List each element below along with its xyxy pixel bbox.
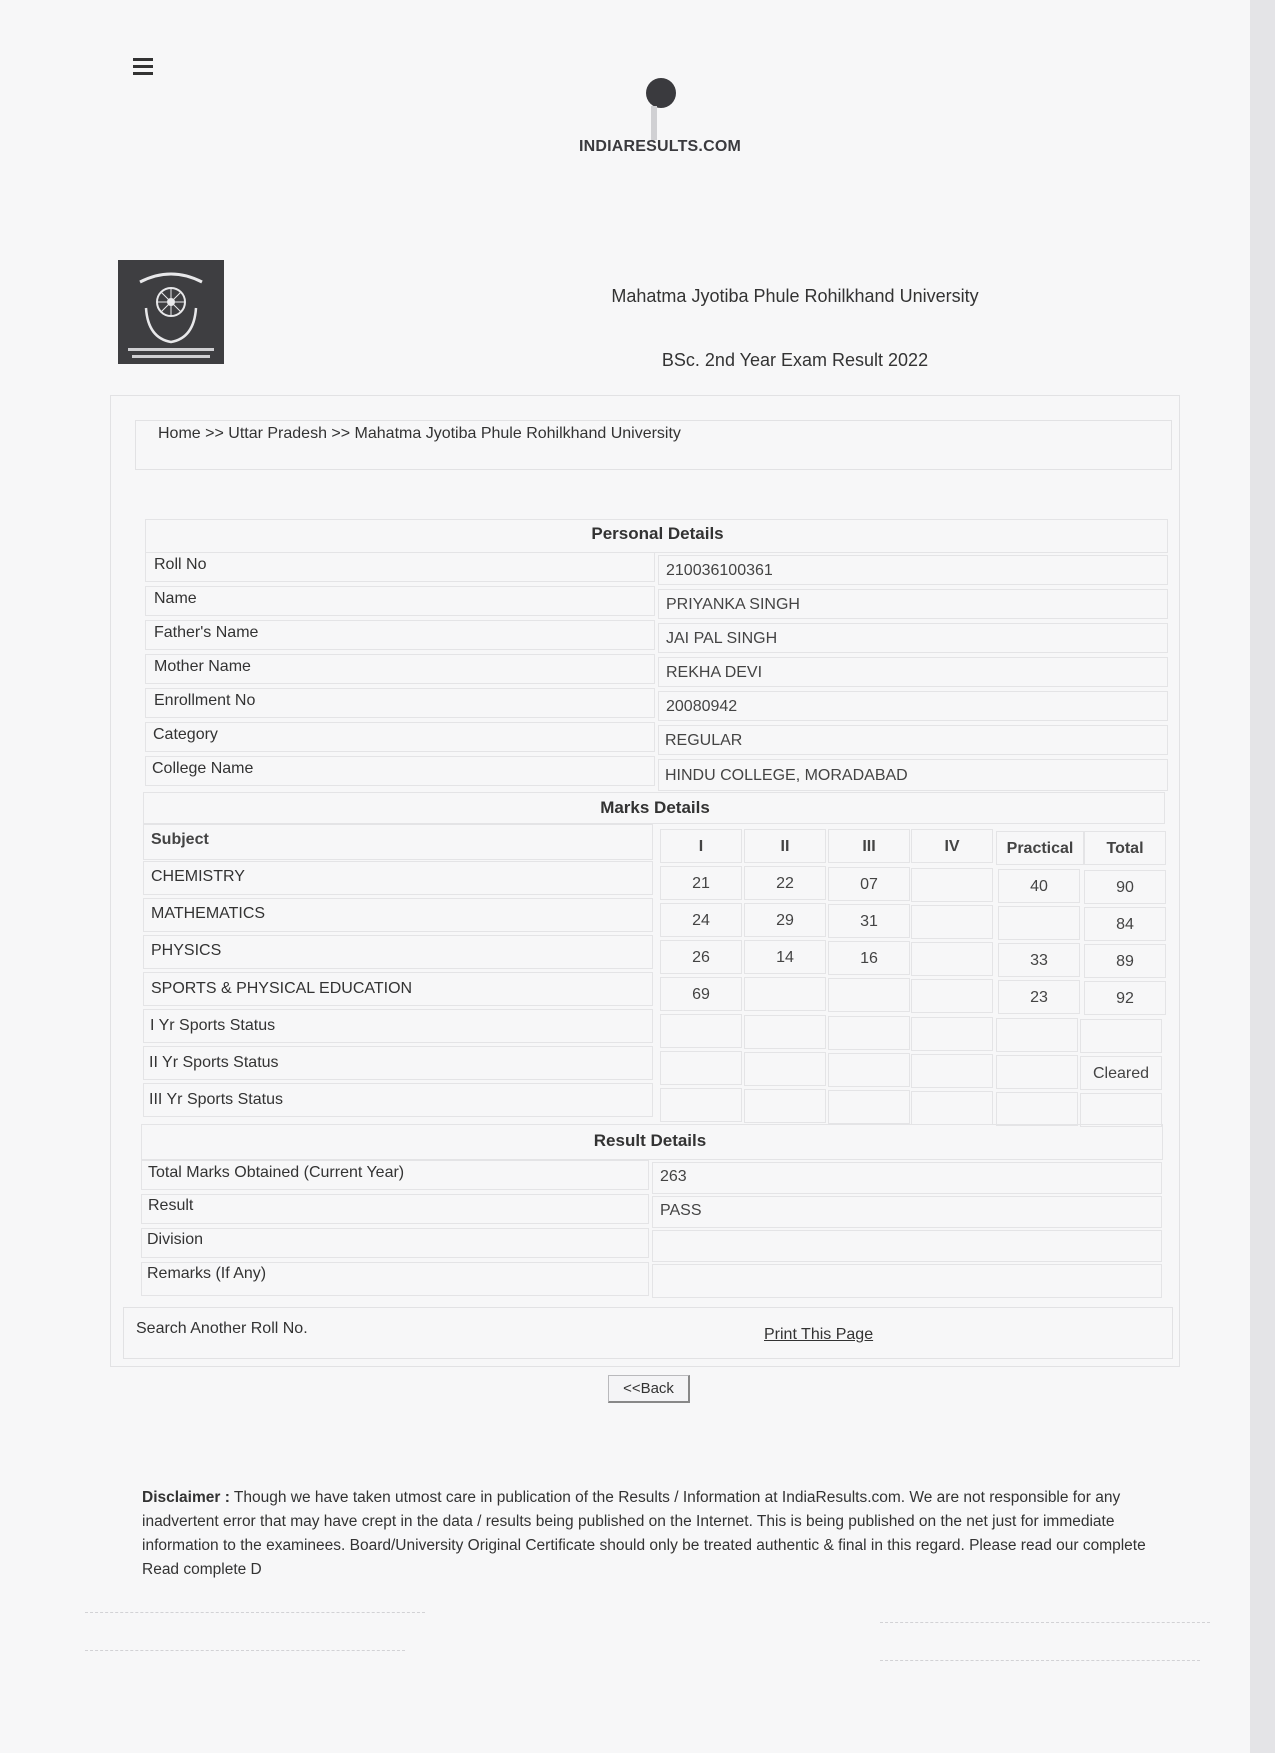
result-row	[141, 1228, 649, 1258]
marks-cell	[1080, 1019, 1162, 1053]
marks-cell	[911, 942, 993, 976]
marks-cell	[660, 1088, 742, 1122]
total-marks-value: 263	[660, 1168, 687, 1185]
col-header-i: I	[660, 829, 742, 863]
subject-name: CHEMISTRY	[151, 868, 245, 885]
result-label: Result	[148, 1197, 194, 1214]
result-value-cell	[652, 1162, 1162, 1194]
col-header-ii: II	[744, 829, 826, 863]
marks-cell: 89	[1084, 944, 1166, 978]
result-value-cell	[652, 1196, 1162, 1228]
breadcrumb-bar	[135, 420, 1172, 470]
subject-name: SPORTS & PHYSICAL EDUCATION	[151, 980, 413, 997]
fathers-name-value: JAI PAL SINGH	[666, 630, 778, 647]
category-value: REGULAR	[665, 732, 743, 749]
disclaimer-text: Though we have taken utmost care in publication of the Results / Information at IndiaResults.com. We are not responsible for any inadvertent error that may have crept in the data / results being published on the Internet. This is being published on the net just for immediate information to the examinees. Board/University Original Certificate should only be treated authentic & final in this regard. Please read our complete Read complete D	[142, 1489, 1146, 1578]
subject-header: Subject	[151, 831, 209, 848]
division-label: Division	[147, 1231, 204, 1248]
col-header-total: Total	[1084, 831, 1166, 865]
personal-row	[145, 552, 655, 582]
roll-no-label: Roll No	[154, 556, 207, 573]
roll-no-value: 210036100361	[666, 562, 773, 579]
indiaresults-logo[interactable]	[560, 76, 760, 166]
sports-status-cleared: Cleared	[1080, 1056, 1162, 1090]
marks-cell	[744, 977, 826, 1011]
personal-row	[145, 586, 655, 616]
subject-header-cell	[143, 824, 653, 860]
hamburger-menu-icon[interactable]	[133, 58, 153, 76]
marks-cell	[828, 1016, 910, 1050]
marks-cell	[911, 1017, 993, 1051]
marks-cell	[828, 1090, 910, 1124]
marks-details-title: Marks Details	[600, 798, 710, 817]
marks-cell: 92	[1084, 981, 1166, 1015]
marks-cell	[911, 905, 993, 939]
marks-cell: 21	[660, 866, 742, 900]
college-name-value: HINDU COLLEGE, MORADABAD	[665, 767, 908, 784]
result-value-cell	[652, 1264, 1162, 1298]
result-row	[141, 1194, 649, 1224]
university-seal-icon	[118, 260, 224, 364]
marks-cell: 40	[998, 869, 1080, 903]
result-value-cell	[652, 1230, 1162, 1262]
marks-cell: 69	[660, 977, 742, 1011]
disclaimer-label: Disclaimer :	[142, 1489, 230, 1506]
marks-cell: 07	[828, 867, 910, 901]
university-name: Mahatma Jyotiba Phule Rohilkhand University	[611, 286, 979, 306]
marks-cell	[1080, 1093, 1162, 1127]
marks-cell: 33	[998, 943, 1080, 977]
personal-details-title: Personal Details	[591, 524, 724, 543]
marks-cell	[744, 1052, 826, 1086]
disclaimer	[142, 1486, 1162, 1582]
name-value: PRIYANKA SINGH	[666, 596, 800, 613]
marks-cell: 84	[1084, 907, 1166, 941]
marks-cell	[744, 1015, 826, 1049]
total-marks-label: Total Marks Obtained (Current Year)	[148, 1164, 405, 1181]
name-label: Name	[154, 590, 197, 607]
subject-name: PHYSICS	[151, 942, 222, 959]
page-edge	[1250, 0, 1275, 1753]
marks-cell	[911, 1054, 993, 1088]
marks-cell: 31	[828, 904, 910, 938]
mother-name-label: Mother Name	[154, 658, 251, 675]
subject-name: III Yr Sports Status	[149, 1091, 283, 1108]
college-name-label: College Name	[152, 760, 254, 777]
divider	[880, 1660, 1200, 1661]
mother-name-value: REKHA DEVI	[666, 664, 763, 681]
result-details-title: Result Details	[593, 1131, 707, 1150]
university-seal	[118, 260, 224, 364]
marks-cell	[660, 1051, 742, 1085]
remarks-label: Remarks (If Any)	[147, 1265, 267, 1282]
fathers-name-label: Father's Name	[154, 624, 259, 641]
marks-cell	[911, 979, 993, 1013]
marks-cell: 14	[744, 940, 826, 974]
divider	[85, 1612, 425, 1613]
divider	[880, 1622, 1210, 1623]
search-another-roll-no[interactable]: Search Another Roll No.	[136, 1320, 308, 1337]
col-header-iii: III	[828, 829, 910, 863]
logo-mark-icon	[643, 76, 677, 146]
marks-cell	[828, 978, 910, 1012]
marks-cell	[996, 1055, 1078, 1089]
marks-cell	[996, 1092, 1078, 1126]
print-page-link[interactable]: Print This Page	[764, 1326, 874, 1343]
footer-actions	[123, 1307, 1173, 1359]
divider	[85, 1650, 405, 1651]
exam-title: BSc. 2nd Year Exam Result 2022	[661, 350, 929, 370]
marks-cell: 23	[998, 980, 1080, 1014]
subject-name: I Yr Sports Status	[150, 1017, 276, 1034]
breadcrumb[interactable]: Home >> Uttar Pradesh >> Mahatma Jyotiba Phule Rohilkhand University	[158, 425, 681, 442]
marks-cell: 16	[828, 941, 910, 975]
marks-cell	[996, 1018, 1078, 1052]
marks-cell: 90	[1084, 870, 1166, 904]
category-label: Category	[153, 726, 218, 743]
marks-cell	[998, 906, 1080, 940]
subject-name: II Yr Sports Status	[149, 1054, 279, 1071]
col-header-iv: IV	[911, 829, 993, 863]
subject-name: MATHEMATICS	[151, 905, 266, 922]
marks-cell: 29	[744, 903, 826, 937]
brand-name: INDIARESULTS.COM	[578, 138, 741, 155]
marks-cell: 24	[660, 903, 742, 937]
marks-cell: 22	[744, 866, 826, 900]
marks-cell	[744, 1089, 826, 1123]
marks-cell	[828, 1053, 910, 1087]
enrollment-no-label: Enrollment No	[154, 692, 256, 709]
personal-row	[145, 722, 655, 752]
enrollment-no-value: 20080942	[666, 698, 738, 715]
marks-cell	[911, 868, 993, 902]
marks-cell	[660, 1014, 742, 1048]
marks-cell: 26	[660, 940, 742, 974]
result-value: PASS	[660, 1202, 702, 1219]
back-button[interactable]: <<Back	[608, 1375, 690, 1403]
marks-cell	[911, 1091, 993, 1125]
col-header-practical: Practical	[996, 831, 1084, 865]
